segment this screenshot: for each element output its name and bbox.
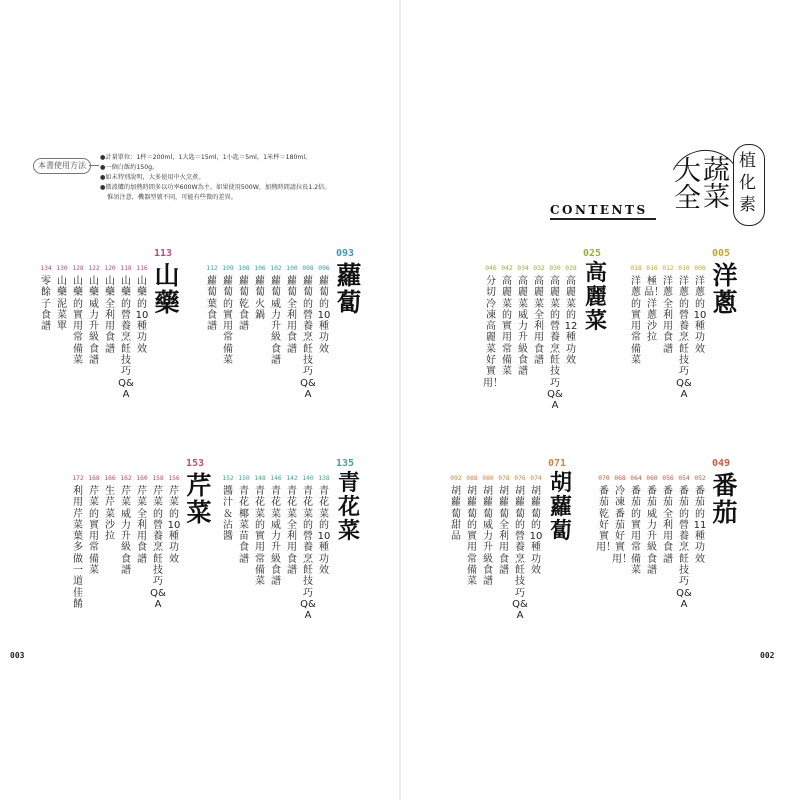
toc-entry[interactable] — [284, 474, 300, 576]
entry-text: 芹菜的實用常備菜 — [89, 486, 99, 577]
toc-entry[interactable] — [692, 474, 708, 565]
toc-entry[interactable] — [676, 264, 692, 400]
entry-page: 158 — [152, 474, 164, 482]
toc-entry[interactable] — [236, 264, 252, 332]
toc-entry[interactable] — [204, 264, 220, 332]
entry-text: 洋蔥的10種功效 — [693, 276, 707, 355]
entry-page: 148 — [254, 474, 266, 482]
entry-page: 046 — [485, 264, 497, 272]
entry-page: 030 — [549, 264, 561, 272]
toc-entry[interactable] — [483, 264, 503, 389]
entry-page: 078 — [498, 474, 510, 482]
entry-page: 060 — [646, 474, 658, 482]
entry-page: 142 — [286, 474, 298, 482]
entry-text: 極品！洋蔥沙拉 — [644, 276, 664, 344]
entry-text: 零餘子食譜 — [41, 276, 51, 333]
entry-page: 052 — [694, 474, 706, 482]
title-small: 植化素 — [739, 151, 756, 215]
toc-entry[interactable] — [118, 474, 134, 576]
entry-page: 162 — [120, 474, 132, 482]
entry-page: 118 — [120, 264, 132, 272]
entry-text: 番茄的實用常備菜 — [631, 486, 641, 577]
entry-page: 109 — [222, 264, 234, 272]
folio-left: 003 — [10, 651, 25, 660]
entry-text: 青花椰菜苗食譜 — [239, 486, 249, 565]
entry-text: 青花菜的10種功效 — [317, 486, 331, 577]
usage-line: 惟須注意，機器型號不同，可能有些微的差異。 — [107, 194, 237, 201]
entry-text: 蘿蔔的營養烹飪技巧Q&A — [300, 276, 316, 400]
entry-page: 064 — [630, 474, 642, 482]
entry-page: 168 — [88, 474, 100, 482]
usage-line: ●微波爐的加熱時間多以功率600W為主，如果使用500W，加熱時間請拉長1.2倍。 — [100, 184, 331, 191]
contents-heading: CONTENTS — [550, 203, 648, 217]
entry-text: 蘿蔔威力升級食譜 — [271, 276, 281, 367]
entry-page: 010 — [678, 264, 690, 272]
entry-text: 芹菜的10種功效 — [167, 486, 181, 565]
entry-text: 蘿蔔全利用食譜 — [287, 276, 297, 355]
toc-entry[interactable] — [660, 264, 676, 355]
toc-entry[interactable] — [86, 264, 102, 366]
chapter-number: 071 — [548, 458, 567, 469]
toc-entry[interactable] — [676, 474, 692, 610]
entry-page: 092 — [450, 474, 462, 482]
entry-text: 芹菜威力升級食譜 — [121, 486, 131, 577]
toc-entry[interactable] — [515, 264, 531, 378]
entry-page: 150 — [238, 474, 250, 482]
toc-entry[interactable] — [268, 474, 284, 588]
toc-entry[interactable] — [70, 264, 86, 366]
toc-entry[interactable] — [86, 474, 102, 576]
toc-entry[interactable] — [499, 264, 515, 378]
chapter-number: 113 — [154, 248, 173, 259]
toc-entry[interactable] — [644, 474, 660, 576]
entry-page: 122 — [88, 264, 100, 272]
chapter-title: 洋蔥 — [712, 261, 738, 317]
toc-entry[interactable] — [38, 264, 54, 332]
entry-text: 胡蘿蔔的10種功效 — [529, 486, 543, 577]
toc-entry[interactable] — [644, 264, 664, 344]
entry-page: 108 — [238, 264, 250, 272]
title-big-left: 大全 — [674, 156, 701, 214]
entry-page: 102 — [270, 264, 282, 272]
toc-entry[interactable] — [692, 264, 708, 355]
entry-text: 高麗菜的12種功效 — [564, 276, 578, 367]
toc-entry[interactable] — [102, 264, 118, 355]
entry-text: 蘿蔔火鍋 — [255, 276, 265, 321]
entry-page: 042 — [501, 264, 513, 272]
entry-page: 100 — [286, 264, 298, 272]
entry-text: 青花菜全利用食譜 — [287, 486, 297, 577]
entry-text: 山藥威力升級食譜 — [89, 276, 99, 367]
entry-text: 山藥全利用食譜 — [105, 276, 115, 355]
toc-entry[interactable] — [134, 474, 150, 565]
toc-entry[interactable] — [220, 264, 236, 366]
toc-entry[interactable] — [660, 474, 676, 565]
entry-page: 088 — [466, 474, 478, 482]
entry-page: 008 — [694, 264, 706, 272]
entry-page: 166 — [104, 474, 116, 482]
entry-page: 146 — [270, 474, 282, 482]
entry-text: 山藥的營養烹飪技巧Q&A — [118, 276, 134, 400]
entry-text: 山藥泥菜單 — [57, 276, 67, 333]
entry-text: 青花菜的營養烹飪技巧Q&A — [300, 486, 316, 622]
toc-entry[interactable] — [547, 264, 563, 412]
entry-text: 醬汁＆沾醬 — [223, 486, 233, 543]
entry-page: 134 — [40, 264, 52, 272]
chapter-number: 153 — [186, 458, 205, 469]
entry-page: 028 — [565, 264, 577, 272]
entry-page: 080 — [482, 474, 494, 482]
toc-entry[interactable] — [464, 474, 480, 588]
entry-page: 018 — [630, 264, 642, 272]
entry-text: 高麗菜的實用常備菜 — [502, 276, 512, 378]
toc-entry[interactable] — [150, 474, 166, 610]
entry-page: 106 — [254, 264, 266, 272]
entry-text: 蘿蔔的實用常備菜 — [223, 276, 233, 367]
toc-entry[interactable] — [448, 474, 464, 542]
toc-entry[interactable] — [316, 264, 332, 355]
toc-entry[interactable] — [70, 474, 86, 610]
entry-page: 070 — [598, 474, 610, 482]
usage-connector — [89, 165, 99, 166]
usage-line: ●計量單位：1杯＝200ml，1大匙＝15ml，1小匙＝5ml，1米杯＝180ml。 — [100, 154, 312, 161]
title-big-right: 蔬菜 — [703, 155, 730, 213]
toc-entry[interactable] — [118, 264, 134, 400]
entry-text: 生芹菜沙拉 — [105, 486, 115, 543]
entry-page: 172 — [72, 474, 84, 482]
toc-entry[interactable] — [252, 264, 268, 321]
toc-entry[interactable] — [628, 264, 644, 366]
usage-line: ●一個白飯約150g。 — [100, 164, 159, 171]
toc-entry[interactable] — [300, 264, 316, 400]
toc-entry[interactable] — [596, 474, 616, 554]
entry-text: 胡蘿蔔的營養烹飪技巧Q&A — [512, 486, 528, 622]
entry-page: 156 — [168, 474, 180, 482]
chapter-title: 青花菜 — [337, 471, 360, 544]
entry-text: 芹菜全利用食譜 — [137, 486, 147, 565]
toc-entry[interactable] — [316, 474, 332, 576]
entry-text: 洋蔥的實用常備菜 — [631, 276, 641, 367]
entry-page: 012 — [662, 264, 674, 272]
entry-page: 074 — [530, 474, 542, 482]
toc-entry[interactable] — [166, 474, 182, 565]
chapter-number: 005 — [712, 248, 731, 259]
toc-entry[interactable] — [134, 264, 150, 355]
entry-page: 034 — [517, 264, 529, 272]
toc-entry[interactable] — [563, 264, 579, 366]
entry-page: 160 — [136, 474, 148, 482]
chapter-title: 胡蘿蔔 — [549, 471, 572, 544]
usage-label: 本書使用方法 — [33, 158, 91, 174]
entry-page: 130 — [56, 264, 68, 272]
chapter-title: 山藥 — [154, 261, 180, 317]
chapter-title: 高麗菜 — [584, 261, 607, 334]
entry-page: 056 — [662, 474, 674, 482]
entry-text: 番茄威力升級食譜 — [647, 486, 657, 577]
entry-page: 068 — [614, 474, 626, 482]
entry-text: 山藥的10種功效 — [135, 276, 149, 355]
entry-text: 蘿蔔的10種功效 — [317, 276, 331, 355]
entry-page: 120 — [104, 264, 116, 272]
entry-page: 016 — [646, 264, 658, 272]
chapter-number: 093 — [336, 248, 355, 259]
entry-text: 胡蘿蔔的實用常備菜 — [467, 486, 477, 588]
entry-text: 洋蔥的營養烹飪技巧Q&A — [676, 276, 692, 400]
entry-text: 蘿蔔乾食譜 — [239, 276, 249, 333]
toc-entry[interactable] — [268, 264, 284, 366]
entry-text: 番茄的11種功效 — [693, 486, 707, 565]
entry-text: 胡蘿蔔威力升級食譜 — [483, 486, 493, 588]
toc-entry[interactable] — [54, 264, 70, 332]
chapter-title: 芹菜 — [186, 471, 212, 527]
entry-text: 山藥的實用常備菜 — [73, 276, 83, 367]
entry-text: 青花菜的實用常備菜 — [255, 486, 265, 588]
chapter-title: 蘿蔔 — [336, 261, 362, 317]
entry-text: 芹菜的營養烹飪技巧Q&A — [150, 486, 166, 610]
entry-text: 番茄的營養烹飪技巧Q&A — [676, 486, 692, 610]
toc-entry[interactable] — [252, 474, 268, 588]
entry-text: 高麗菜全利用食譜 — [534, 276, 544, 367]
usage-list — [100, 153, 331, 203]
entry-text: 番茄乾好實用！ — [596, 486, 616, 554]
entry-text: 分切冷凍高麗菜好實用！ — [483, 276, 503, 389]
entry-text: 青花菜威力升級食譜 — [271, 486, 281, 588]
entry-page: 032 — [533, 264, 545, 272]
chapter-title: 番茄 — [712, 471, 738, 527]
entry-text: 蘿蔔葉食譜 — [207, 276, 217, 333]
entry-page: 138 — [318, 474, 330, 482]
entry-text: 高麗菜威力升級食譜 — [518, 276, 528, 378]
entry-page: 152 — [222, 474, 234, 482]
toc-entry[interactable] — [528, 474, 544, 576]
chapter-number: 049 — [712, 458, 731, 469]
entry-page: 098 — [302, 264, 314, 272]
entry-page: 140 — [302, 474, 314, 482]
entry-text: 胡蘿蔔甜品 — [451, 486, 461, 543]
toc-entry[interactable] — [102, 474, 118, 542]
entry-page: 112 — [206, 264, 218, 272]
toc-entry[interactable] — [512, 474, 528, 622]
entry-page: 116 — [136, 264, 148, 272]
toc-entry[interactable] — [236, 474, 252, 565]
entry-page: 096 — [318, 264, 330, 272]
entry-text: 洋蔥全利用食譜 — [663, 276, 673, 355]
entry-text: 高麗菜的營養烹飪技巧Q&A — [547, 276, 563, 412]
book-gutter — [399, 0, 401, 800]
toc-entry[interactable] — [284, 264, 300, 355]
entry-page: 128 — [72, 264, 84, 272]
chapter-number: 025 — [583, 248, 602, 259]
entry-page: 076 — [514, 474, 526, 482]
toc-entry[interactable] — [531, 264, 547, 366]
contents-rule — [550, 218, 656, 220]
entry-page: 054 — [678, 474, 690, 482]
entry-text: 胡蘿蔔全利用食譜 — [499, 486, 509, 577]
entry-text: 冷凍番茄好實用！ — [612, 486, 632, 565]
toc-entry[interactable] — [496, 474, 512, 576]
usage-line: ●如未特別說明，大多使用中火烹煮。 — [100, 174, 205, 181]
toc-entry[interactable] — [300, 474, 316, 622]
folio-right: 002 — [760, 651, 775, 660]
toc-entry[interactable] — [220, 474, 236, 542]
entry-text: 利用芹菜葉多做一道佳餚 — [73, 486, 83, 610]
entry-text: 番茄全利用食譜 — [663, 486, 673, 565]
toc-entry[interactable] — [480, 474, 496, 588]
chapter-number: 135 — [336, 458, 355, 469]
